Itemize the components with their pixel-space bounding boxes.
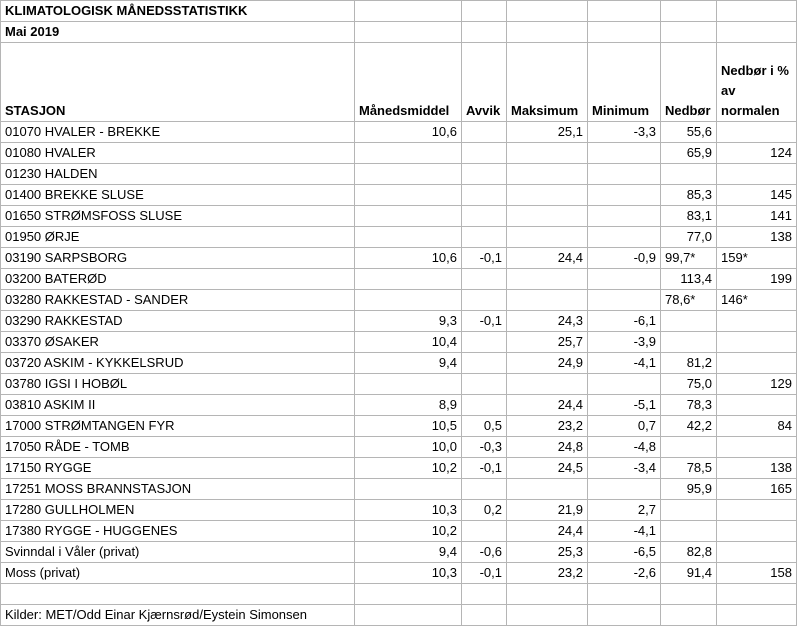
table-row <box>1 479 797 500</box>
table-row <box>1 143 797 164</box>
cell-station: 01070 HVALER - BREKKE <box>1 122 355 143</box>
cell-max <box>507 185 588 206</box>
cell-mean <box>355 143 462 164</box>
cell-precip: 83,1 <box>661 206 717 227</box>
cell-mean: 9,4 <box>355 353 462 374</box>
cell-station: 01400 BREKKE SLUSE <box>1 185 355 206</box>
cell-deviation <box>462 353 507 374</box>
cell-precip: 75,0 <box>661 374 717 395</box>
cell-precip-pct <box>717 500 797 521</box>
cell-station: 17380 RYGGE - HUGGENES <box>1 521 355 542</box>
header-mean: Månedsmiddel <box>355 43 462 122</box>
cell-max: 24,5 <box>507 458 588 479</box>
cell-precip-pct: 159* <box>717 248 797 269</box>
cell-max <box>507 374 588 395</box>
cell-precip-pct: 129 <box>717 374 797 395</box>
cell-max <box>507 227 588 248</box>
cell-precip-pct <box>717 353 797 374</box>
cell-station: 17280 GULLHOLMEN <box>1 500 355 521</box>
cell-mean: 10,6 <box>355 122 462 143</box>
cell-max <box>507 143 588 164</box>
cell-precip: 78,6* <box>661 290 717 311</box>
cell-min: -4,1 <box>588 521 661 542</box>
cell-precip-pct: 146* <box>717 290 797 311</box>
cell-mean: 10,0 <box>355 437 462 458</box>
cell-min: -6,5 <box>588 542 661 563</box>
cell-min: -5,1 <box>588 395 661 416</box>
cell-mean <box>355 185 462 206</box>
cell-min <box>588 290 661 311</box>
cell-mean <box>355 227 462 248</box>
cell-max <box>507 269 588 290</box>
cell-min <box>588 143 661 164</box>
cell-max: 25,7 <box>507 332 588 353</box>
table-row <box>1 248 797 269</box>
header-precip-pct: Nedbør i % av normalen <box>717 43 797 122</box>
cell-mean: 10,2 <box>355 521 462 542</box>
cell-max: 25,1 <box>507 122 588 143</box>
table-row <box>1 395 797 416</box>
cell-precip-pct: 165 <box>717 479 797 500</box>
cell-max <box>507 164 588 185</box>
cell-station: Moss (privat) <box>1 563 355 584</box>
cell-min: -3,3 <box>588 122 661 143</box>
cell-mean: 10,5 <box>355 416 462 437</box>
table-period: Mai 2019 <box>1 22 355 43</box>
cell-min <box>588 206 661 227</box>
cell-deviation <box>462 185 507 206</box>
cell-mean: 10,6 <box>355 248 462 269</box>
cell-max: 24,3 <box>507 311 588 332</box>
cell-min: -4,1 <box>588 353 661 374</box>
cell-deviation <box>462 227 507 248</box>
cell-station: 03810 ASKIM II <box>1 395 355 416</box>
table-row <box>1 521 797 542</box>
cell-max: 24,8 <box>507 437 588 458</box>
cell-precip-pct: 124 <box>717 143 797 164</box>
cell-min <box>588 479 661 500</box>
cell-station: 17150 RYGGE <box>1 458 355 479</box>
cell-min: -6,1 <box>588 311 661 332</box>
cell-min: -0,9 <box>588 248 661 269</box>
cell-precip-pct <box>717 311 797 332</box>
cell-max: 23,2 <box>507 563 588 584</box>
table-row <box>1 332 797 353</box>
cell-station: 01650 STRØMSFOSS SLUSE <box>1 206 355 227</box>
cell-station: 01080 HVALER <box>1 143 355 164</box>
cell-deviation <box>462 479 507 500</box>
table-title: KLIMATOLOGISK MÅNEDSSTATISTIKK <box>1 1 355 22</box>
cell-deviation: -0,3 <box>462 437 507 458</box>
table-row <box>1 122 797 143</box>
cell-station: 17000 STRØMTANGEN FYR <box>1 416 355 437</box>
table-row <box>1 311 797 332</box>
cell-mean <box>355 374 462 395</box>
table-row <box>1 227 797 248</box>
cell-precip: 82,8 <box>661 542 717 563</box>
cell-min: -4,8 <box>588 437 661 458</box>
cell-deviation: -0,6 <box>462 542 507 563</box>
cell-min: 2,7 <box>588 500 661 521</box>
cell-precip: 77,0 <box>661 227 717 248</box>
cell-precip-pct <box>717 122 797 143</box>
cell-deviation <box>462 332 507 353</box>
table-row <box>1 185 797 206</box>
cell-precip <box>661 521 717 542</box>
cell-station: 01950 ØRJE <box>1 227 355 248</box>
cell-precip: 42,2 <box>661 416 717 437</box>
cell-deviation: 0,2 <box>462 500 507 521</box>
table-row <box>1 563 797 584</box>
cell-precip <box>661 500 717 521</box>
cell-precip-pct <box>717 164 797 185</box>
cell-station: Svinndal i Våler (privat) <box>1 542 355 563</box>
cell-mean: 10,3 <box>355 500 462 521</box>
cell-precip-pct <box>717 437 797 458</box>
cell-max: 23,2 <box>507 416 588 437</box>
cell-max: 24,9 <box>507 353 588 374</box>
cell-max <box>507 206 588 227</box>
cell-precip-pct: 84 <box>717 416 797 437</box>
cell-deviation <box>462 269 507 290</box>
cell-precip-pct: 158 <box>717 563 797 584</box>
cell-mean: 10,4 <box>355 332 462 353</box>
cell-precip: 85,3 <box>661 185 717 206</box>
cell-mean: 10,3 <box>355 563 462 584</box>
cell-precip <box>661 437 717 458</box>
cell-precip-pct <box>717 332 797 353</box>
cell-min <box>588 374 661 395</box>
cell-precip <box>661 164 717 185</box>
cell-station: 03720 ASKIM - KYKKELSRUD <box>1 353 355 374</box>
cell-deviation <box>462 290 507 311</box>
cell-deviation <box>462 521 507 542</box>
table-row <box>1 458 797 479</box>
cell-mean <box>355 290 462 311</box>
cell-precip-pct: 138 <box>717 227 797 248</box>
table-row <box>1 206 797 227</box>
cell-max: 24,4 <box>507 521 588 542</box>
cell-mean <box>355 164 462 185</box>
cell-deviation <box>462 143 507 164</box>
source-note: Kilder: MET/Odd Einar Kjærnsrød/Eystein Simonsen <box>1 605 355 626</box>
cell-max <box>507 290 588 311</box>
cell-precip-pct: 141 <box>717 206 797 227</box>
cell-mean <box>355 269 462 290</box>
header-precip: Nedbør <box>661 43 717 122</box>
table-row <box>1 416 797 437</box>
cell-deviation: -0,1 <box>462 563 507 584</box>
cell-deviation: -0,1 <box>462 458 507 479</box>
cell-mean <box>355 479 462 500</box>
cell-max: 25,3 <box>507 542 588 563</box>
cell-station: 17251 MOSS BRANNSTASJON <box>1 479 355 500</box>
cell-min: -3,4 <box>588 458 661 479</box>
cell-precip-pct <box>717 521 797 542</box>
cell-max: 24,4 <box>507 248 588 269</box>
cell-mean: 9,3 <box>355 311 462 332</box>
table-row <box>1 164 797 185</box>
cell-deviation <box>462 206 507 227</box>
cell-precip: 78,3 <box>661 395 717 416</box>
cell-deviation <box>462 164 507 185</box>
cell-min: 0,7 <box>588 416 661 437</box>
cell-mean: 10,2 <box>355 458 462 479</box>
cell-precip <box>661 311 717 332</box>
cell-precip-pct <box>717 395 797 416</box>
cell-precip-pct: 199 <box>717 269 797 290</box>
cell-min: -2,6 <box>588 563 661 584</box>
cell-deviation: -0,1 <box>462 311 507 332</box>
table-row <box>1 542 797 563</box>
cell-station: 01230 HALDEN <box>1 164 355 185</box>
header-deviation: Avvik <box>462 43 507 122</box>
cell-station: 03280 RAKKESTAD - SANDER <box>1 290 355 311</box>
cell-precip: 99,7* <box>661 248 717 269</box>
cell-min <box>588 164 661 185</box>
table-row <box>1 500 797 521</box>
cell-min <box>588 227 661 248</box>
cell-station: 17050 RÅDE - TOMB <box>1 437 355 458</box>
cell-station: 03370 ØSAKER <box>1 332 355 353</box>
cell-precip-pct <box>717 542 797 563</box>
cell-deviation: 0,5 <box>462 416 507 437</box>
cell-precip: 91,4 <box>661 563 717 584</box>
cell-precip-pct: 138 <box>717 458 797 479</box>
cell-station: 03200 BATERØD <box>1 269 355 290</box>
table-row <box>1 290 797 311</box>
header-station: STASJON <box>1 43 355 122</box>
cell-station: 03190 SARPSBORG <box>1 248 355 269</box>
cell-precip: 65,9 <box>661 143 717 164</box>
cell-deviation <box>462 395 507 416</box>
cell-deviation <box>462 122 507 143</box>
cell-min <box>588 269 661 290</box>
cell-precip-pct: 145 <box>717 185 797 206</box>
cell-precip: 78,5 <box>661 458 717 479</box>
cell-deviation: -0,1 <box>462 248 507 269</box>
cell-mean <box>355 206 462 227</box>
cell-precip: 113,4 <box>661 269 717 290</box>
cell-max <box>507 479 588 500</box>
table-row <box>1 437 797 458</box>
table-row <box>1 269 797 290</box>
cell-deviation <box>462 374 507 395</box>
table-row <box>1 374 797 395</box>
cell-precip: 55,6 <box>661 122 717 143</box>
cell-precip <box>661 332 717 353</box>
cell-max: 21,9 <box>507 500 588 521</box>
cell-mean: 9,4 <box>355 542 462 563</box>
cell-mean: 8,9 <box>355 395 462 416</box>
cell-min <box>588 185 661 206</box>
cell-precip: 95,9 <box>661 479 717 500</box>
cell-station: 03290 RAKKESTAD <box>1 311 355 332</box>
cell-min: -3,9 <box>588 332 661 353</box>
header-max: Maksimum <box>507 43 588 122</box>
cell-station: 03780 IGSI I HOBØL <box>1 374 355 395</box>
cell-precip: 81,2 <box>661 353 717 374</box>
header-min: Minimum <box>588 43 661 122</box>
cell-max: 24,4 <box>507 395 588 416</box>
table-row <box>1 353 797 374</box>
header-row <box>1 43 797 122</box>
